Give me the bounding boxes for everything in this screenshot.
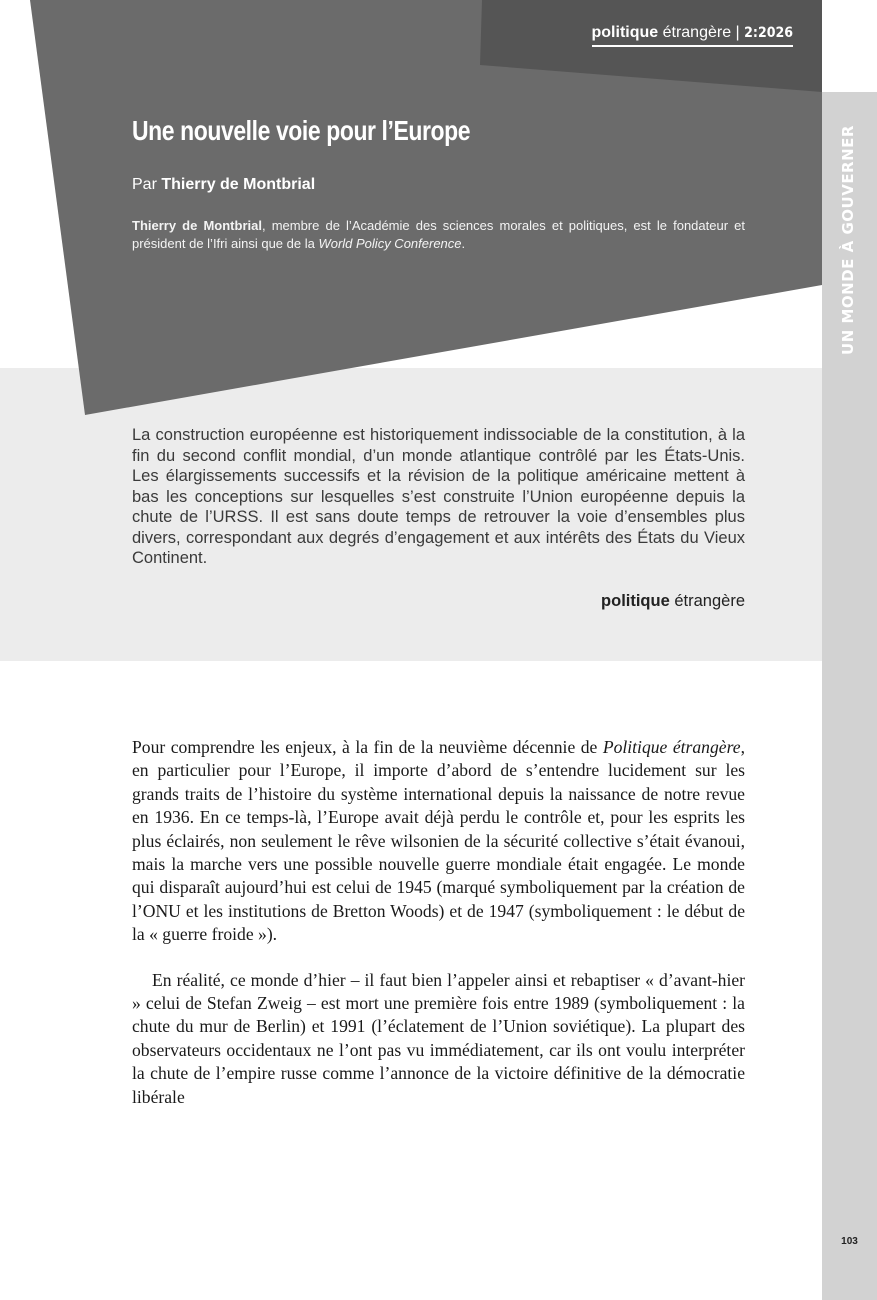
header-banner xyxy=(0,0,822,420)
body-p1-part-b: , en particulier pour l’Europe, il importe d’abord de s’entendre lucidement sur les grands traits de l’histoire du système international depuis la naissance de notre revue en 1936. En ce temps-là, l’Europe avait déjà perdu le contrôle et, pour les esprits les plus éclairés, non seulement le rêve wilsonien de la sécurité collective s’était évanoui, mais la marche vers une possible nouvelle guerre mondiale était engagée. Le monde qui disparaît aujourd’hui est celui de 1945 (marqué symboliquement par la création de l’ONU et les institutions de Bretton Woods) et de 1947 (symboliquement : le début de la « guerre froide »). xyxy=(132,737,745,945)
bio-name: Thierry de Montbrial xyxy=(132,218,262,233)
abstract-signature xyxy=(601,592,745,611)
author-bio xyxy=(132,217,745,253)
article-title: Une nouvelle voie pour l’Europe xyxy=(132,115,471,146)
byline-prefix: Par xyxy=(132,176,162,193)
journal-header xyxy=(592,24,794,47)
abstract-signature-rest: étrangère xyxy=(669,592,745,610)
byline-author: Thierry de Montbrial xyxy=(161,176,316,193)
body-paragraph-1 xyxy=(132,736,745,947)
bio-conference: World Policy Conference xyxy=(318,236,462,251)
body-p1-journal: Politique étrangère xyxy=(602,737,741,757)
body-p1-part-a: Pour comprendre les enjeux, à la fin de la neuvième décennie de xyxy=(132,737,603,757)
section-label: UN MONDE À GOUVERNER xyxy=(839,125,857,355)
article-body xyxy=(132,736,745,1131)
byline xyxy=(132,176,315,194)
issue-number: 2:2026 xyxy=(744,25,793,41)
bio-end: . xyxy=(461,236,466,251)
journal-name-strong: politique xyxy=(591,24,659,41)
abstract: La construction européenne est historiquement indissociable de la constitution, à la fin du second conflit mondial, d’un monde atlantique contrôlé par les États-Unis. Les élargissements successifs et la révision de la politique américaine mettent à bas les conceptions sur lesquelles s’est construite l’Union européenne depuis la chute de l’URSS. Il est sans doute temps de retrouver la voie d’ensembles plus divers, correspondant aux degrés d’engagement et aux intérêts des États du Vieux Continent. xyxy=(132,426,745,567)
bio-text: , membre de l’Académie des sciences morales et politiques, est le fondateur et président de l’Ifri ainsi que de la xyxy=(132,218,745,251)
sidebar-top xyxy=(822,0,877,92)
page-number: 103 xyxy=(841,1236,858,1247)
body-paragraph-2: En réalité, ce monde d’hier – il faut bien l’appeler ainsi et rebaptiser « d’avant-hier » celui de Stefan Zweig – est mort une première fois entre 1989 (symboliquement : la chute du mur de Berlin) et 1991 (l’éclatement de l’Union soviétique). La plupart des observateurs occidentaux ne l’ont pas vu immédiatement, car ils ont voulu interpréter la chute de l’empire russe comme l’annonce de la victoire définitive de la démocratie libérale xyxy=(132,969,745,1107)
journal-name-rest: étrangère | xyxy=(658,24,745,41)
abstract-signature-strong: politique xyxy=(601,592,670,610)
